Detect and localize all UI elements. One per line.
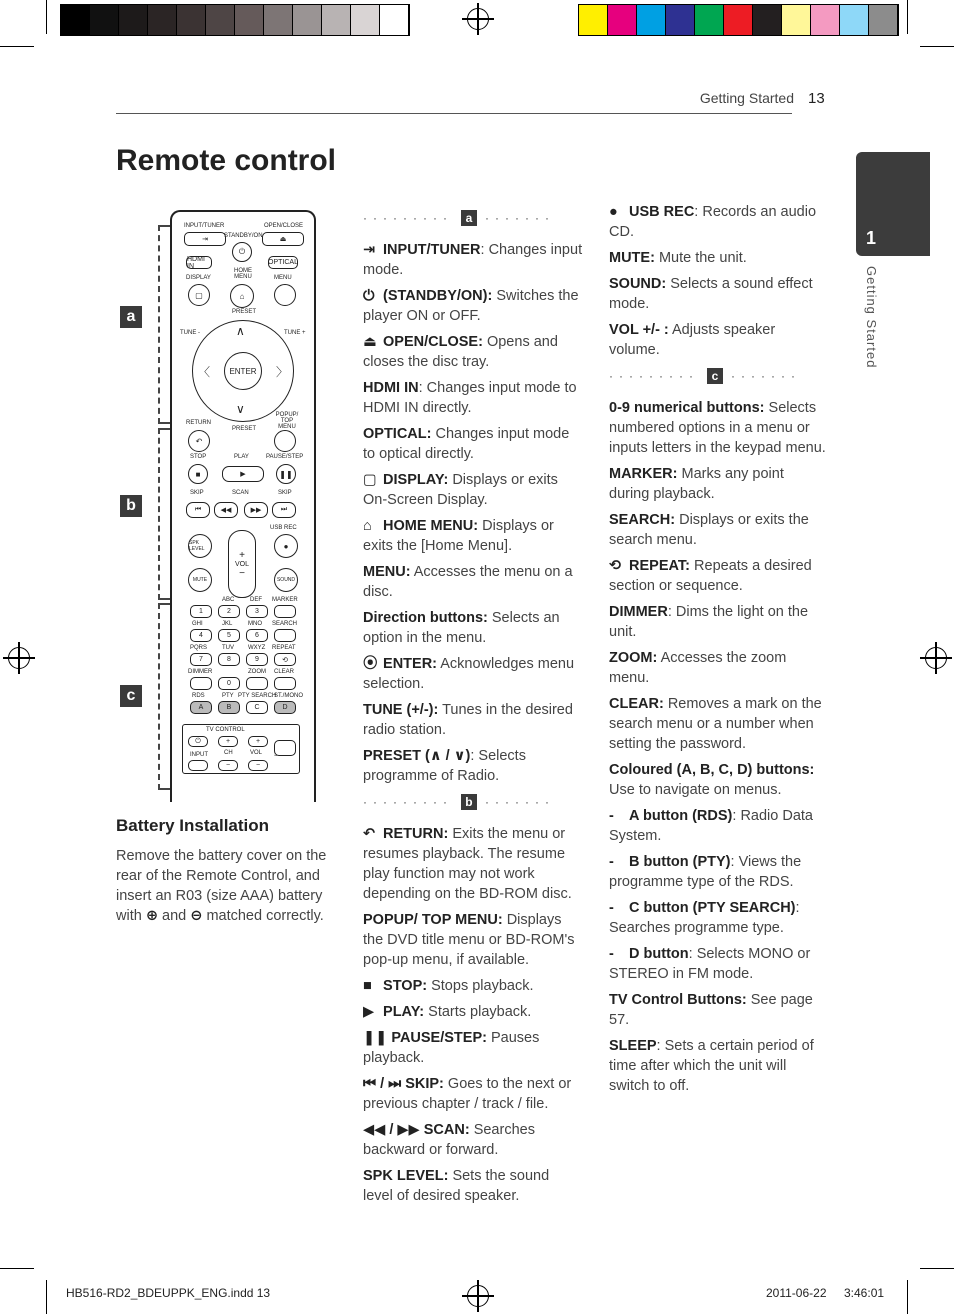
item-entry — [609, 944, 827, 984]
section-separator-a: ········· a ······· — [363, 211, 555, 225]
item-icon: - — [609, 854, 614, 870]
remote-label: REPEAT — [272, 645, 296, 651]
item-label: D button — [629, 946, 689, 962]
plus-icon: ⊕ — [145, 908, 158, 924]
column-left — [363, 202, 583, 1212]
item-label: PRESET (∧ / ∨) — [363, 748, 471, 764]
item-description: Accesses the menu on a disc. — [363, 564, 573, 600]
item-entry — [609, 602, 827, 642]
header-rule — [116, 113, 792, 114]
play-button: ▶ — [222, 466, 264, 482]
item-description: Changes input mode to HDMI IN directly. — [363, 380, 577, 416]
item-icon: ⌂ — [363, 518, 372, 534]
item-label: B button (PTY) — [629, 854, 731, 870]
item-label: SPK LEVEL: — [363, 1168, 449, 1184]
item-label: TV Control Buttons: — [609, 992, 747, 1008]
item-description: Stops playback. — [431, 978, 534, 994]
item-entry — [363, 654, 583, 694]
usb-rec-button: ● — [274, 534, 298, 558]
item-description: Records an audio CD. — [609, 204, 817, 240]
section-separator-b: ········· b ······· — [363, 795, 555, 809]
item-label: USB REC — [629, 204, 695, 220]
tv-vol-down-button: − — [248, 760, 268, 771]
item-entry — [363, 286, 583, 326]
item-label: INPUT/TUNER — [383, 242, 481, 258]
item-description: Views the programme type of the RDS. — [609, 854, 802, 890]
footer-date: 2011-06-22 — [766, 1286, 827, 1300]
skip-back-button: ⏮ — [186, 502, 210, 518]
item-entry — [363, 1120, 583, 1160]
bracket-b — [158, 428, 170, 600]
item-label: Coloured (A, B, C, D) buttons: — [609, 762, 815, 778]
volume-rocker: + VOL − — [228, 530, 256, 598]
item-entry — [363, 1074, 583, 1114]
item-entry — [363, 608, 583, 648]
item-list — [609, 398, 827, 1096]
dimmer-button — [190, 677, 212, 690]
remote-label: PRESET — [232, 309, 257, 315]
item-description: Searches programme type. — [609, 920, 784, 936]
item-label: SCAN: — [423, 1122, 470, 1138]
item-separator: : — [795, 900, 800, 916]
remote-label: GHI — [192, 621, 203, 627]
item-icon: ▶ — [363, 1004, 375, 1020]
vol-label: VOL — [234, 560, 249, 568]
remote-label: WXYZ — [248, 645, 266, 651]
item-description: Exits the menu or resumes playback. The resume play function may not work depending on the BD-ROM disc. — [363, 826, 572, 902]
item-entry — [363, 332, 583, 372]
remote-label: TUV — [222, 645, 234, 651]
item-description: Displays the DVD title menu or BD-ROM's pop-up menu, if available. — [363, 912, 575, 968]
item-entry — [363, 1002, 583, 1022]
item-list — [363, 240, 583, 786]
remote-label: INPUT — [190, 752, 208, 758]
remote-label: USB REC — [270, 525, 297, 531]
item-entry — [363, 910, 583, 970]
item-label: C button (PTY SEARCH) — [629, 900, 796, 916]
item-entry — [609, 274, 827, 314]
enter-button: ENTER — [224, 352, 262, 390]
item-label: DISPLAY: — [383, 472, 449, 488]
item-description: Selects programme of Radio. — [363, 748, 526, 784]
input-tuner-button: ⇥ — [184, 232, 226, 246]
item-label: SLEEP — [609, 1038, 657, 1054]
grayscale-bar — [60, 4, 410, 36]
menu-button — [274, 284, 296, 306]
item-separator: : — [732, 808, 741, 824]
item-description: Removes a mark on the search menu or a number when setting the password. — [609, 696, 822, 752]
marker-button — [274, 605, 296, 618]
chapter-label: Getting Started — [864, 266, 879, 369]
trim-mark — [907, 0, 908, 34]
popup-button — [274, 430, 296, 452]
item-entry — [363, 378, 583, 418]
item-icon: - — [609, 946, 614, 962]
item-list — [609, 202, 827, 360]
remote-label: STOP — [190, 454, 207, 460]
remote-label: CH — [224, 750, 233, 756]
item-label: OPEN/CLOSE: — [383, 334, 483, 350]
item-separator: : — [667, 604, 676, 620]
item-description: Tunes in the desired radio station. — [363, 702, 573, 738]
item-label: MUTE: — [609, 250, 655, 266]
item-label: HOME MENU: — [383, 518, 479, 534]
item-label: SKIP: — [405, 1076, 444, 1092]
item-icon: ❚❚ — [363, 1030, 388, 1046]
item-label: SEARCH: — [609, 512, 676, 528]
page-title: Remote control — [116, 144, 337, 177]
digit-3-button: 3 — [246, 605, 268, 618]
item-label: STOP: — [383, 978, 428, 994]
remote-label: STANDBY/ON — [224, 233, 263, 239]
item-separator: : — [656, 1038, 665, 1054]
minus-icon: ⊖ — [190, 908, 203, 924]
item-description: Displays or exits On-Screen Display. — [363, 472, 558, 508]
item-entry — [609, 648, 827, 688]
digit-9-button: 9 — [246, 653, 268, 666]
right-arrow: 〉 — [276, 365, 289, 379]
footer-time: 3:46:01 — [834, 1286, 885, 1300]
item-icon: ⦿ — [363, 656, 378, 672]
item-entry — [609, 464, 827, 504]
item-entry — [609, 202, 827, 242]
section-marker: b — [461, 794, 477, 810]
trim-mark — [46, 1280, 47, 1314]
item-description: Sets the sound level of desired speaker. — [363, 1168, 550, 1204]
item-description: Selects MONO or STEREO in FM mode. — [609, 946, 811, 982]
down-arrow: ∨ — [236, 402, 245, 416]
remote-label: CLEAR — [274, 669, 295, 675]
remote-label: ST./MONO — [274, 693, 304, 699]
item-icon: ⇥ — [363, 242, 376, 258]
item-label: (STANDBY/ON): — [383, 288, 493, 304]
item-icon: - — [609, 900, 614, 916]
remote-label: MARKER — [272, 597, 298, 603]
battery-text-before: Remove the battery cover on the rear of the Remote Control, and insert an R03 (size AAA) battery with — [116, 848, 327, 924]
item-entry — [363, 976, 583, 996]
spk-level-button: SPK LEVEL — [188, 534, 212, 558]
item-label: CLEAR: — [609, 696, 664, 712]
bracket-a — [158, 225, 170, 424]
skip-forward-button: ⏭ — [272, 502, 296, 518]
remote-label: PTY — [222, 693, 234, 699]
item-entry — [363, 824, 583, 904]
item-icon: ⏻ — [363, 288, 375, 304]
item-label: Direction buttons: — [363, 610, 488, 626]
item-label: REPEAT: — [629, 558, 690, 574]
mute-button: MUTE — [188, 568, 212, 592]
item-entry — [609, 556, 827, 596]
item-entry — [609, 990, 827, 1030]
remote-label: PAUSE/STEP — [266, 454, 304, 460]
digit-7-button: 7 — [190, 653, 212, 666]
item-description: Searches backward or forward. — [363, 1122, 535, 1158]
footer-file: HB516-RD2_BDEUPPK_ENG.indd 13 — [66, 1286, 271, 1300]
tv-power-button: ⏻ — [188, 736, 208, 747]
item-label: HDMI IN — [363, 380, 419, 396]
remote-label: PTY SEARCH — [238, 693, 277, 699]
item-icon: ▢ — [363, 472, 377, 488]
item-label: TUNE (+/-): — [363, 702, 439, 718]
remote-label: POPUP/ TOP MENU — [275, 412, 299, 430]
tv-vol-up-button: + — [248, 736, 268, 747]
remote-label: RETURN — [186, 420, 211, 426]
remote-label: OPEN/CLOSE — [264, 223, 304, 229]
color-d-button: D — [274, 701, 296, 714]
chapter-number: 1 — [866, 228, 877, 248]
remote-label: DISPLAY — [186, 275, 211, 281]
item-icon: ⏮ / ⏭ — [363, 1076, 402, 1092]
item-description: Displays or exits the [Home Menu]. — [363, 518, 554, 554]
item-list — [363, 824, 583, 1206]
item-description: Sets a certain period of time after which the unit will switch to off. — [609, 1038, 814, 1094]
remote-label: SEARCH — [272, 621, 298, 627]
item-entry — [609, 898, 827, 938]
registration-mark-top — [467, 8, 489, 30]
item-icon: ⏏ — [363, 334, 377, 350]
item-entry — [609, 806, 827, 846]
item-separator: : — [688, 946, 697, 962]
remote-label: TUNE + — [284, 330, 306, 336]
up-arrow: ∧ — [236, 324, 245, 338]
item-description: See page 57. — [609, 992, 813, 1028]
trim-mark — [920, 46, 954, 47]
item-description: Repeats a desired section or sequence. — [609, 558, 812, 594]
item-entry — [363, 700, 583, 740]
digit-2-button: 2 — [218, 605, 240, 618]
item-entry — [363, 424, 583, 464]
display-button: ▢ — [188, 284, 210, 306]
item-icon: ↶ — [363, 826, 376, 842]
item-description: Selects a sound effect mode. — [609, 276, 813, 312]
item-label: 0-9 numerical buttons: — [609, 400, 765, 416]
trim-mark — [920, 1268, 954, 1269]
remote-label: ABC — [222, 597, 235, 603]
item-entry — [363, 1028, 583, 1068]
color-bar — [578, 4, 899, 36]
tv-ch-up-button: + — [218, 736, 238, 747]
item-label: ZOOM: — [609, 650, 658, 666]
item-description: Pauses playback. — [363, 1030, 540, 1066]
item-entry — [609, 510, 827, 550]
header-section: Getting Started — [699, 90, 794, 106]
item-label: MENU: — [363, 564, 411, 580]
item-label: PLAY: — [383, 1004, 425, 1020]
item-label: POPUP/ TOP MENU: — [363, 912, 503, 928]
item-label: A button (RDS) — [629, 808, 733, 824]
item-description: Changes input mode to optical directly. — [363, 426, 570, 462]
item-entry — [609, 852, 827, 892]
battery-text — [116, 846, 336, 926]
sound-button: SOUND — [274, 568, 298, 592]
item-entry — [363, 240, 583, 280]
item-entry — [609, 694, 827, 754]
remote-label: ZOOM — [248, 669, 266, 675]
remote-label: DEF — [250, 597, 262, 603]
item-description: Use to navigate on menus. — [609, 782, 782, 798]
search-button — [274, 629, 296, 642]
battery-title: Battery Installation — [116, 816, 270, 835]
tv-ch-down-button: − — [218, 760, 238, 771]
digit-1-button: 1 — [190, 605, 212, 618]
item-separator: : — [470, 748, 479, 764]
page-number: 13 — [808, 90, 825, 107]
item-description: Changes input mode. — [363, 242, 583, 278]
section-marker-a: a — [120, 306, 142, 328]
column-right — [609, 202, 827, 1102]
item-description: Switches the player ON or OFF. — [363, 288, 579, 324]
remote-label: TV CONTROL — [206, 727, 245, 733]
tv-input-button — [188, 760, 208, 771]
item-description: Mute the unit. — [658, 250, 747, 266]
left-arrow: 〈 — [198, 365, 211, 379]
section-marker-c: c — [120, 685, 142, 707]
hdmi-in-button: HDMI IN — [186, 256, 212, 269]
item-description: Accesses the zoom menu. — [609, 650, 787, 686]
remote-label: PLAY — [234, 454, 249, 460]
scan-forward-button: ▶▶ — [244, 502, 268, 518]
remote-label: MNO — [248, 621, 262, 627]
remote-label: VOL — [250, 750, 263, 756]
item-description: Starts playback. — [428, 1004, 532, 1020]
item-description: Acknowledges menu selection. — [363, 656, 575, 692]
remote-label: SKIP — [190, 490, 204, 496]
remote-label: RDS — [192, 693, 205, 699]
remote-label: HOME MENU — [234, 268, 252, 280]
digit-4-button: 4 — [190, 629, 212, 642]
registration-mark-right — [925, 647, 947, 669]
item-description: Displays or exits the search menu. — [609, 512, 809, 548]
pause-button: ❚❚ — [276, 464, 296, 484]
remote-label: PRESET — [232, 426, 257, 432]
return-button: ↶ — [188, 430, 210, 452]
sleep-button — [274, 740, 296, 756]
item-label: RETURN: — [383, 826, 449, 842]
remote-label: TUNE - — [180, 330, 200, 336]
item-description: Dims the light on the unit. — [609, 604, 809, 640]
bracket-c — [158, 603, 170, 790]
item-description: Goes to the next or previous chapter / track / file. — [363, 1076, 572, 1112]
item-label: DIMMER — [609, 604, 668, 620]
item-separator: : — [418, 380, 427, 396]
digit-0-button: 0 — [218, 677, 240, 690]
trim-mark — [46, 0, 47, 34]
trim-mark — [0, 46, 34, 47]
remote-label: PQRS — [190, 645, 208, 651]
item-icon: ● — [609, 204, 618, 220]
item-entry — [609, 248, 827, 268]
remote-label: MENU — [274, 275, 292, 281]
item-entry — [609, 1036, 827, 1096]
item-label: VOL +/- : — [609, 322, 669, 338]
digit-5-button: 5 — [218, 629, 240, 642]
item-icon: ◀◀ / ▶▶ — [363, 1122, 420, 1138]
item-entry — [363, 470, 583, 510]
section-separator-c: ········· c ······· — [609, 369, 801, 383]
item-description: Selects an option in the menu. — [363, 610, 560, 646]
digit-6-button: 6 — [246, 629, 268, 642]
repeat-button: ⟲ — [274, 653, 296, 666]
item-label: ENTER: — [383, 656, 438, 672]
registration-mark-left — [8, 647, 30, 669]
section-marker: c — [707, 368, 723, 384]
remote-control-illustration — [170, 210, 316, 802]
remote-label: SCAN — [232, 490, 249, 496]
item-icon: - — [609, 808, 614, 824]
battery-text-after: matched correctly. — [206, 908, 324, 924]
item-description: Adjusts speaker volume. — [609, 322, 776, 358]
trim-mark — [0, 1268, 34, 1269]
stop-button: ■ — [188, 464, 208, 484]
trim-mark — [907, 1280, 908, 1314]
item-description: Marks any point during playback. — [609, 466, 784, 502]
color-b-button: B — [218, 701, 240, 714]
home-menu-button: ⌂ — [230, 284, 254, 308]
zoom-button — [246, 677, 268, 690]
battery-text-middle: and — [162, 908, 187, 924]
standby-button: ⏻ — [232, 242, 252, 262]
item-entry — [609, 760, 827, 800]
scan-back-button: ◀◀ — [214, 502, 238, 518]
digit-8-button: 8 — [218, 653, 240, 666]
color-a-button: A — [190, 701, 212, 714]
item-description: Selects numbered options in a menu or inputs letters in the keypad menu. — [609, 400, 826, 456]
item-icon: ■ — [363, 978, 372, 994]
remote-label: SKIP — [278, 490, 292, 496]
registration-mark-bottom — [467, 1285, 489, 1307]
item-label: OPTICAL: — [363, 426, 432, 442]
item-label: SOUND: — [609, 276, 667, 292]
item-icon: ⟲ — [609, 558, 622, 574]
item-separator: : — [480, 242, 489, 258]
open-close-button: ⏏ — [262, 232, 304, 246]
item-entry — [363, 516, 583, 556]
item-description: Opens and closes the disc tray. — [363, 334, 558, 370]
item-entry — [363, 562, 583, 602]
item-label: PAUSE/STEP: — [391, 1030, 487, 1046]
item-entry — [363, 746, 583, 786]
item-separator: : — [730, 854, 739, 870]
optical-button: OPTICAL — [268, 256, 298, 269]
section-marker-b: b — [120, 495, 142, 517]
item-description: Radio Data System. — [609, 808, 813, 844]
remote-label: DIMMER — [188, 669, 213, 675]
color-c-button: C — [246, 701, 268, 714]
section-marker: a — [461, 210, 477, 226]
item-entry — [609, 398, 827, 458]
remote-label: INPUT/TUNER — [184, 223, 225, 229]
item-label: MARKER: — [609, 466, 678, 482]
item-separator: : — [694, 204, 703, 220]
clear-button — [274, 677, 296, 690]
remote-label: JKL — [222, 621, 233, 627]
item-entry — [363, 1166, 583, 1206]
item-entry — [609, 320, 827, 360]
